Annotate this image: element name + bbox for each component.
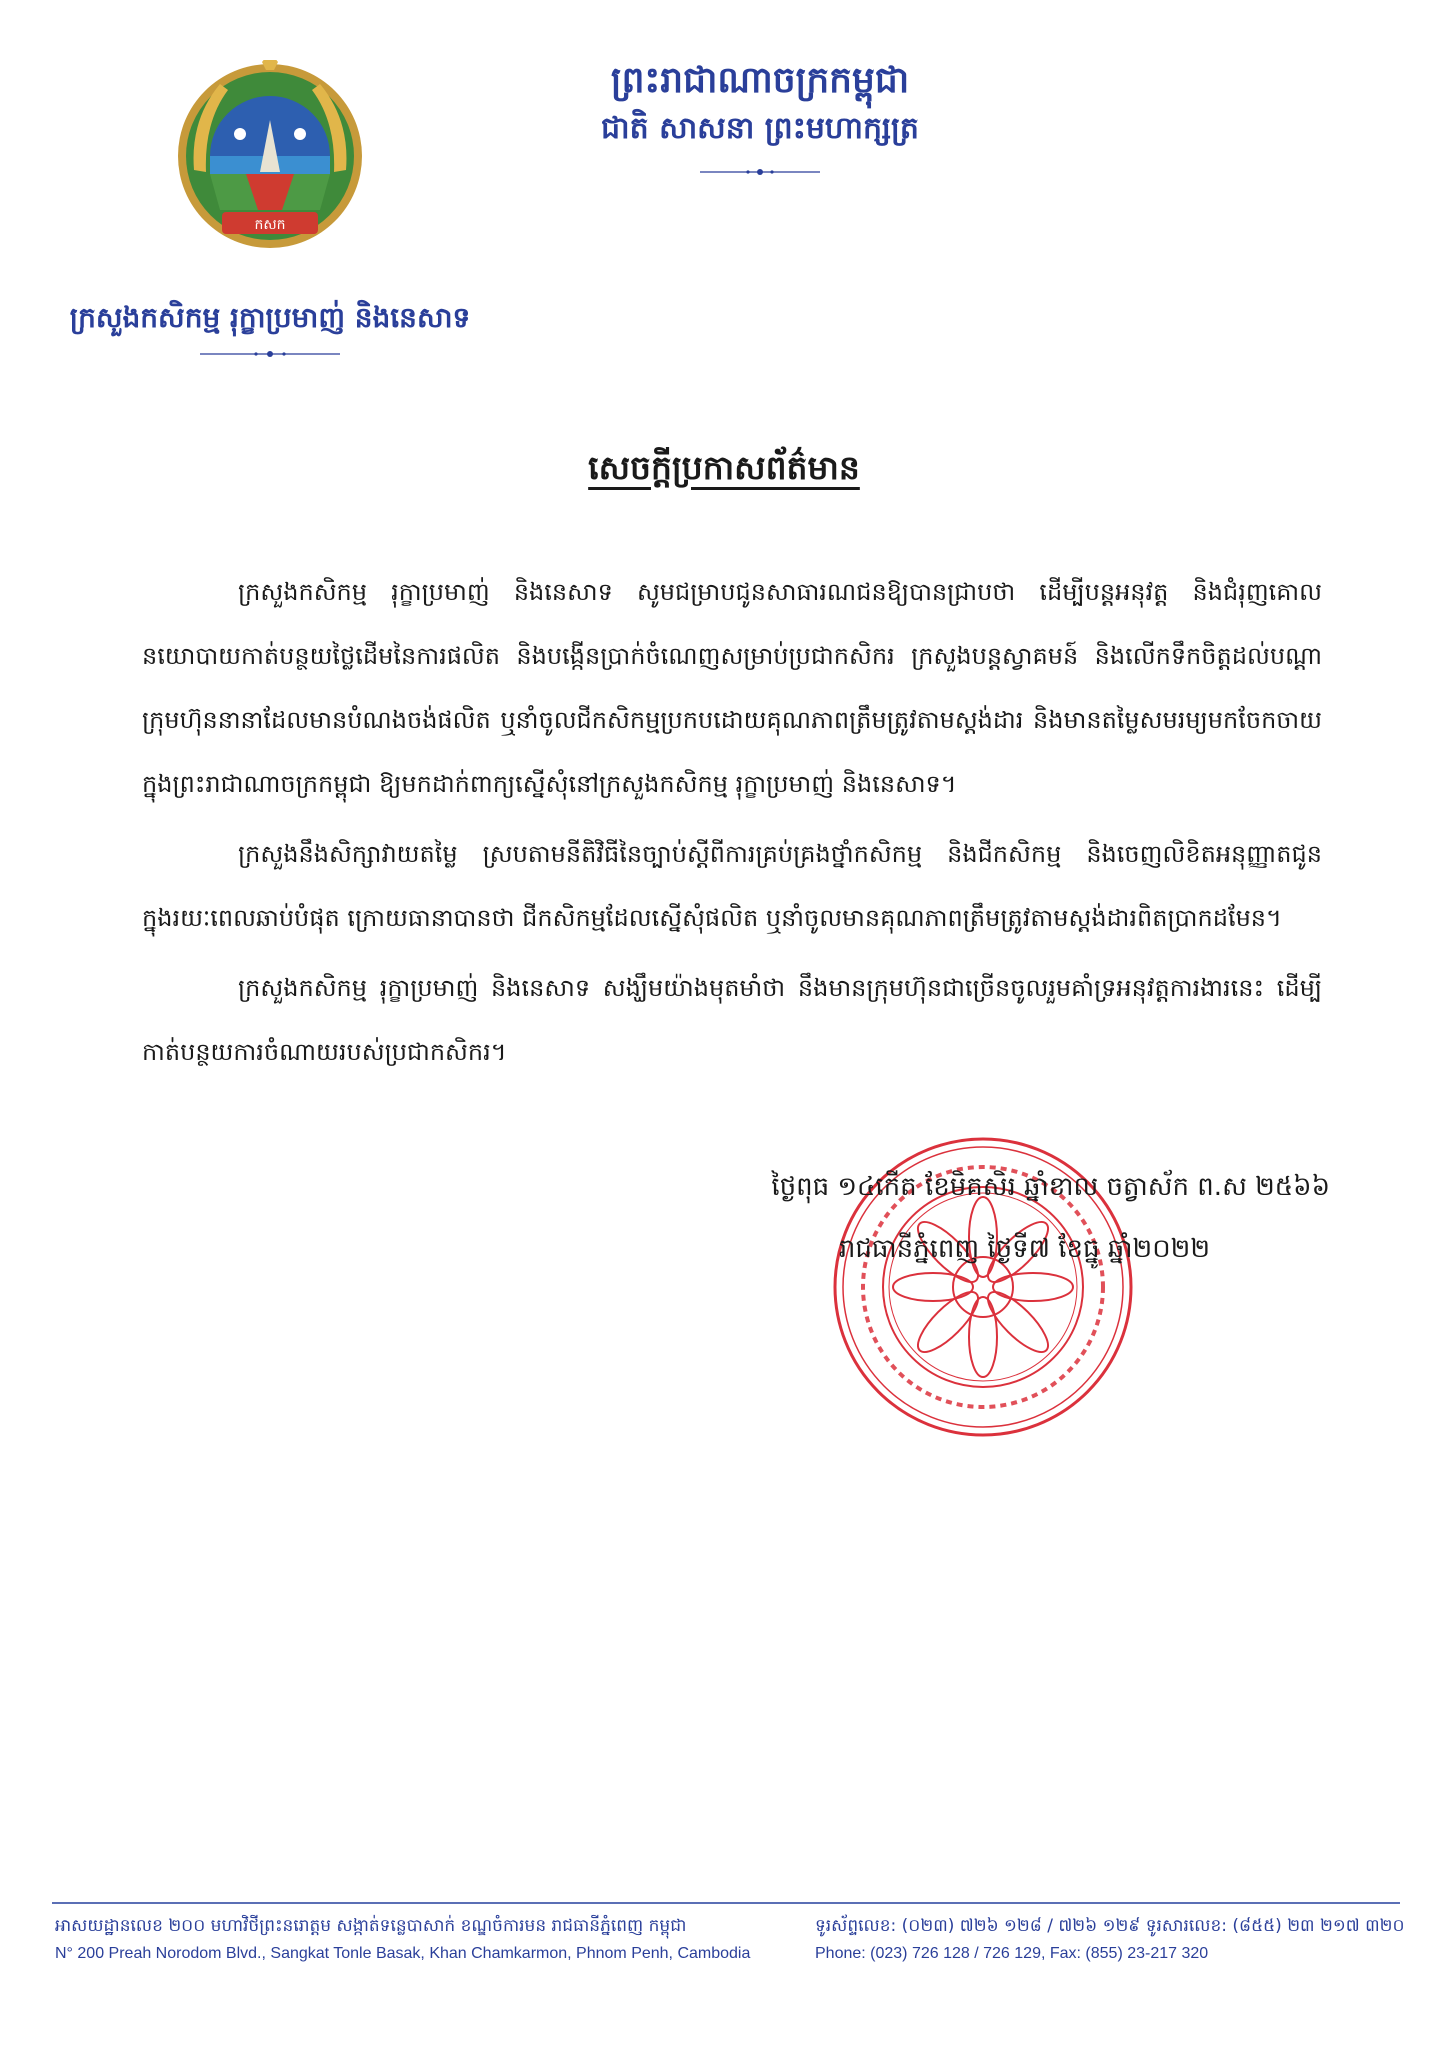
kingdom-header [580, 58, 940, 178]
footer-address [55, 1912, 795, 1968]
divider-ornament-icon [700, 166, 820, 178]
date-solar: រាជធានីភ្នំពេញ ថ្ងៃទី៧ ខែធ្នូ ឆ្នាំ២០២២ [838, 1234, 1210, 1264]
divider-ornament-icon [200, 348, 340, 360]
body-paragraph: ក្រសួងកសិកម្ម រុក្ខាប្រមាញ់ និងនេសាទ សង្ឃឹមយ៉ាងមុតមាំថា នឹងមានក្រុមហ៊ុនជាច្រើនចូលរួមគាំទ្រអនុវត្តការងារនេះ ដើម្បីកាត់បន្ថយការចំណាយរបស់ប្រជាកសិករ។ [142, 974, 1322, 1066]
footer-divider [52, 1902, 1400, 1904]
ministry-name: ក្រសួងកសិកម្ម រុក្ខាប្រមាញ់ និងនេសាទ [69, 301, 471, 334]
body-paragraph: ក្រសួងនឹងសិក្សាវាយតម្លៃ ស្របតាមនីតិវិធីនៃច្បាប់ស្តីពីការគ្រប់គ្រងថ្នាំកសិកម្ម និងជីកសិកម្ម និងចេញលិខិតអនុញ្ញាតជូនក្នុងរយៈពេលឆាប់បំផុត ក្រោយធានាបានថា ជីកសិកម្មដែលស្នើសុំផលិត ឬនាំចូលមានគុណភាពត្រឹមត្រូវតាមស្តង់ដារពិតប្រាកដមែន។ [142, 840, 1322, 932]
body-paragraph: ក្រសួងកសិកម្ម រុក្ខាប្រមាញ់ និងនេសាទ សូមជម្រាបជូនសាធារណជនឱ្យបានជ្រាបថា ដើម្បីបន្តអនុវត្ត និងជំរុញគោលនយោបាយកាត់បន្ថយថ្លៃដើមនៃការផលិត និងបង្កើនប្រាក់ចំណេញសម្រាប់ប្រជាកសិករ ក្រសួងបន្តស្វាគមន៍ និងលើកទឹកចិត្តដល់បណ្តាក្រុមហ៊ុននានាដែលមានបំណងចង់ផលិត ឬនាំចូលជីកសិកម្មប្រកបដោយគុណភាពត្រឹមត្រូវតាមស្តង់ដារ និងមានតម្លៃសមរម្យមកចែកចាយក្នុងព្រះរាជាណាចក្រកម្ពុជា ឱ្យមកដាក់ពាក្យស្នើសុំនៅក្រសួងកសិកម្ម រុក្ខាប្រមាញ់ និងនេសាទ។ [142, 578, 1322, 798]
document-body [142, 560, 1322, 1090]
phone-english: Phone: (023) 726 128 / 726 129, Fax: (855) 23-217 320 [815, 1945, 1209, 1962]
kingdom-motto: ជាតិ សាសនា ព្រះមហាក្សត្រ [601, 110, 919, 146]
date-lunar: ថ្ងៃពុធ ១៤កើត ខែមិគសិរ ឆ្នាំខាល ចត្វាស័ក ព.ស ២៥៦៦ [771, 1172, 1330, 1202]
phone-khmer: ទូរស័ព្ទលេខ: (០២៣) ៧២៦ ១២៨ / ៧២៦ ១២៩ ទូរសារលេខ: (៨៥៥) ២៣ ២១៧ ៣២០ [815, 1916, 1405, 1936]
document-title: សេចក្តីប្រកាសព័ត៌មាន [588, 448, 860, 487]
address-khmer: អាសយដ្ឋានលេខ ២០០ មហាវិថីព្រះនរោត្តម សង្កាត់ទន្លេបាសាក់ ខណ្ឌចំការមន រាជធានីភ្នំពេញ កម្ពុជា [55, 1916, 687, 1936]
address-english: N° 200 Preah Norodom Blvd., Sangkat Tonle Basak, Khan Chamkarmon, Phnom Penh, Cambodia [55, 1945, 751, 1962]
emblem-ribbon-text: កសក [254, 217, 286, 233]
footer-contact [815, 1912, 1405, 1968]
ministry-emblem-icon [170, 60, 370, 280]
kingdom-title: ព្រះរាជាណាចក្រកម្ពុជា [610, 60, 910, 101]
